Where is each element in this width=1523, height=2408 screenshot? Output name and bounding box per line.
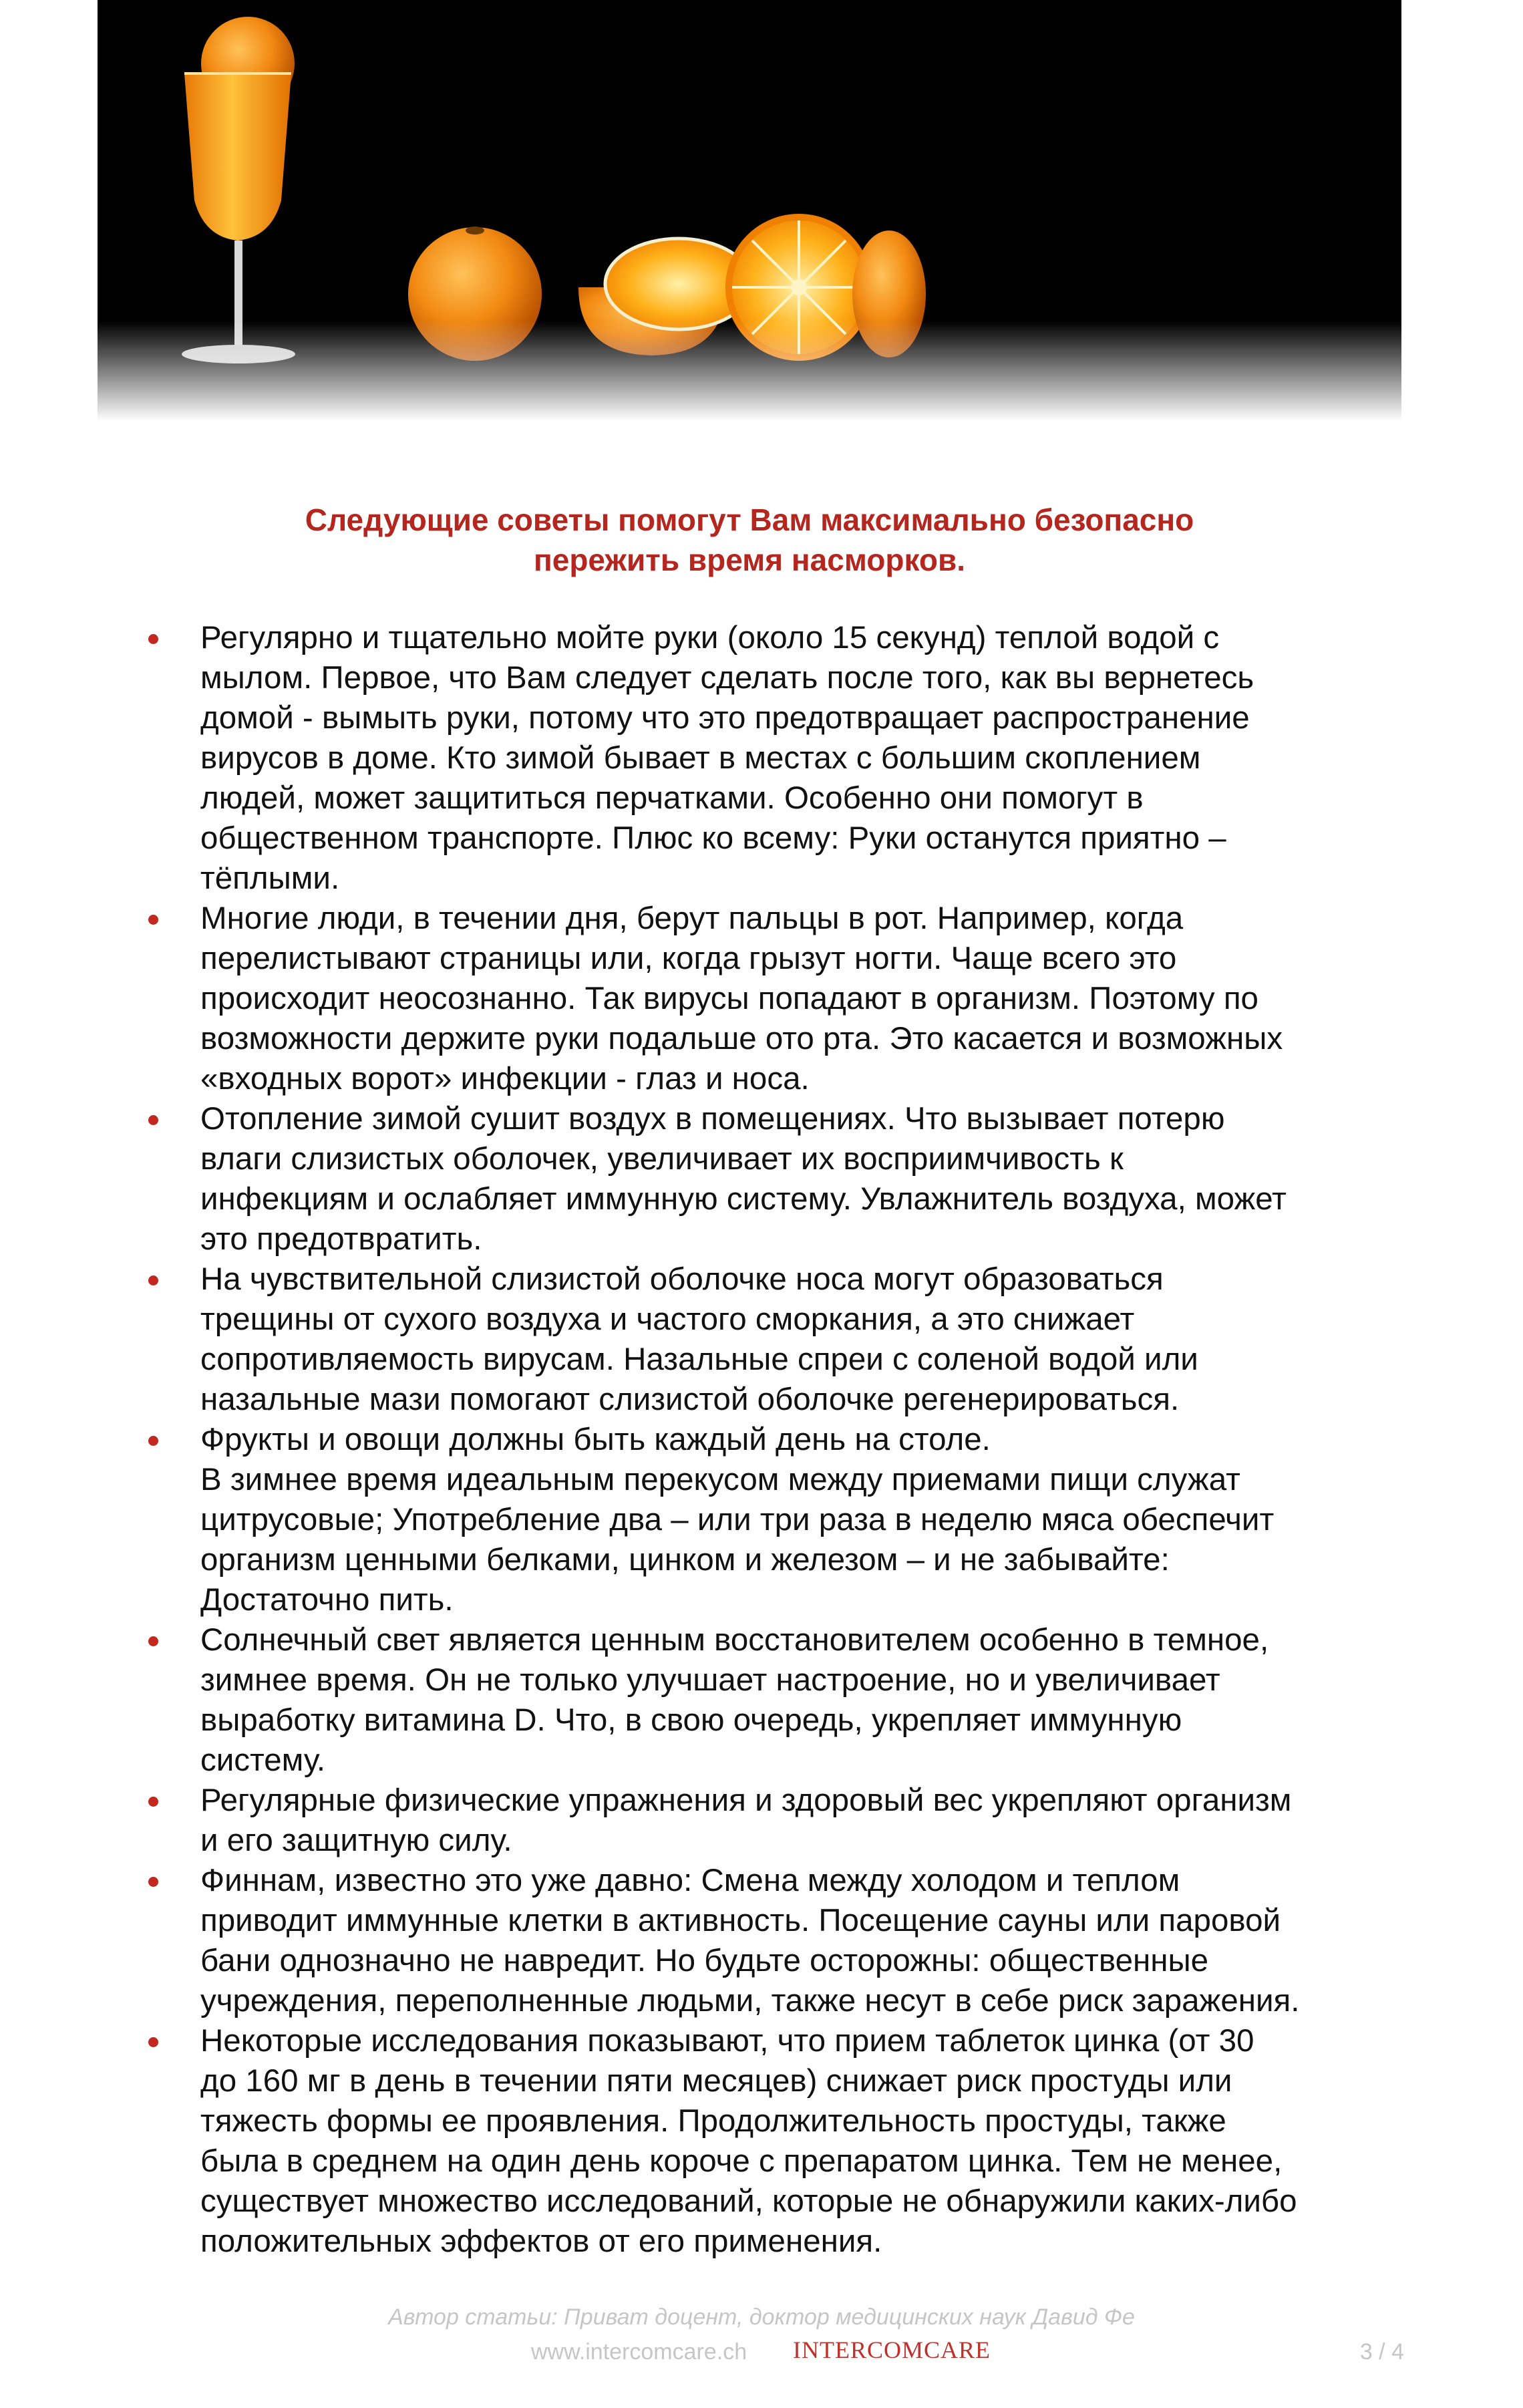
tip-text-line: домой - вымыть руки, потому что это предотвращает распространение (200, 700, 1250, 736)
tip-text-line: общественном транспорте. Плюс ко всему: Руки останутся приятно – (200, 820, 1226, 856)
heading-line-2: пережить время насморков. (533, 543, 966, 577)
tip-text-line: влаги слизистых оболочек, увеличивает их восприимчивость к (200, 1141, 1124, 1177)
tip-text-line: «входных ворот» инфекции - глаз и носа. (200, 1061, 810, 1096)
tip-item (0, 2021, 1423, 2262)
tip-text-line: систему. (200, 1743, 326, 1778)
tip-text-line: тяжесть формы ее проявления. Продолжительность простуды, также (200, 2103, 1226, 2139)
page-heading (98, 500, 1401, 580)
tip-text-line: до 160 мг в день в течении пяти месяцев) снижает риск простуды или (200, 2063, 1232, 2099)
tip-text-line: Солнечный свет является ценным восстановителем особенно в темное, (200, 1622, 1269, 1658)
tip-item (0, 618, 1423, 899)
tip-text-line: приводит иммунные клетки в активность. Посещение сауны или паровой (200, 1903, 1281, 1938)
tip-item (0, 1099, 1423, 1259)
tip-text-line: существует множество исследований, которые не обнаружили каких-либо (200, 2184, 1297, 2219)
tip-item (0, 1620, 1423, 1781)
bullet-icon (148, 1636, 158, 1646)
tip-text-line: Фрукты и овощи должны быть каждый день на столе. (200, 1422, 991, 1457)
tip-text-line: цитрусовые; Употребление два – или три раза в неделю мяса обеспечит (200, 1502, 1275, 1537)
bullet-icon (148, 1436, 158, 1446)
footer-url[interactable]: www.intercomcare.ch (531, 2339, 747, 2365)
tip-text-line: положительных эффектов от его применения. (200, 2224, 882, 2259)
bullet-icon (148, 2037, 158, 2047)
tip-text-line: трещины от сухого воздуха и частого сморкания, а это снижает (200, 1302, 1135, 1337)
tip-item (0, 899, 1423, 1099)
page-number: 3 / 4 (1359, 2339, 1404, 2365)
tip-text-line: организм ценными белками, цинком и железом – и не забывайте: (200, 1542, 1170, 1577)
tip-text-line: зимнее время. Он не только улучшает настроение, но и увеличивает (200, 1662, 1220, 1698)
tip-text-line: учреждения, переполненные людьми, также несут в себе риск заражения. (200, 1983, 1300, 2018)
tip-text-line: людей, может защититься перчатками. Особенно они помогут в (200, 780, 1144, 816)
tip-text-line: В зимнее время идеальным перекусом между приемами пищи служат (200, 1462, 1240, 1497)
bullet-icon (148, 634, 158, 644)
hero-image (98, 0, 1401, 421)
tip-text-line: Регулярные физические упражнения и здоровый вес укрепляют организм (200, 1783, 1292, 1818)
tip-text-line: инфекциям и ослабляет иммунную систему. Увлажнитель воздуха, может (200, 1181, 1287, 1217)
footer-brand-logo: INTERCOMCARE (793, 2337, 991, 2363)
tip-text-line: Достаточно пить. (200, 1582, 454, 1618)
tip-item (0, 1861, 1423, 2021)
bullet-icon (148, 1275, 158, 1286)
tip-text-line: происходит неосознанно. Так вирусы попадают в организм. Поэтому по (200, 981, 1258, 1016)
heading-line-1: Следующие советы помогут Вам максимально безопасно (305, 502, 1194, 537)
tip-text-line: сопротивляемость вирусам. Назальные спреи с соленой водой или (200, 1342, 1198, 1377)
tip-text-line: выработку витамина D. Что, в свою очередь, укрепляет иммунную (200, 1702, 1182, 1738)
bullet-icon (148, 1115, 158, 1125)
tip-text-line: мылом. Первое, что Вам следует сделать после того, как вы вернетесь (200, 660, 1254, 696)
tip-text-line: Регулярно и тщательно мойте руки (около 15 секунд) теплой водой с (200, 620, 1220, 655)
tip-text-line: бани однозначно не навредит. Но будьте осторожны: общественные (200, 1943, 1209, 1978)
tip-text-line: перелистывают страницы или, когда грызут ногти. Чаще всего это (200, 941, 1177, 976)
tip-text-line: Многие люди, в течении дня, берут пальцы в рот. Например, когда (200, 901, 1184, 936)
footer-author: Автор статьи: Приват доцент, доктор медицинских наук Давид Фе (388, 2304, 1135, 2330)
tip-item (0, 1781, 1423, 1861)
bullet-icon (148, 915, 158, 925)
bullet-icon (148, 1797, 158, 1807)
tip-text-line: тёплыми. (200, 861, 340, 896)
tip-text-line: и его защитную силу. (200, 1823, 512, 1858)
tip-text-line: Отопление зимой сушит воздух в помещениях. Что вызывает потерю (200, 1101, 1225, 1137)
tip-text-line: На чувствительной слизистой оболочке носа могут образоваться (200, 1261, 1164, 1297)
tip-item (0, 1259, 1423, 1420)
tip-item (0, 1420, 1423, 1620)
tip-text-line: назальные мази помогают слизистой оболочке регенерироваться. (200, 1382, 1180, 1417)
tip-text-line: возможности держите руки подальше ото рта. Это касается и возможных (200, 1021, 1283, 1056)
tip-text-line: это предотвратить. (200, 1221, 482, 1257)
tip-text-line: была в среднем на один день короче с препаратом цинка. Тем не менее, (200, 2143, 1283, 2179)
tip-text-line: Финнам, известно это уже давно: Смена между холодом и теплом (200, 1863, 1180, 1898)
tips-list (0, 618, 1523, 2262)
tip-text-line: Некоторые исследования показывают, что прием таблеток цинка (от 30 (200, 2023, 1254, 2059)
tip-text-line: вирусов в доме. Кто зимой бывает в местах с большим скоплением (200, 740, 1201, 776)
bullet-icon (148, 1877, 158, 1887)
